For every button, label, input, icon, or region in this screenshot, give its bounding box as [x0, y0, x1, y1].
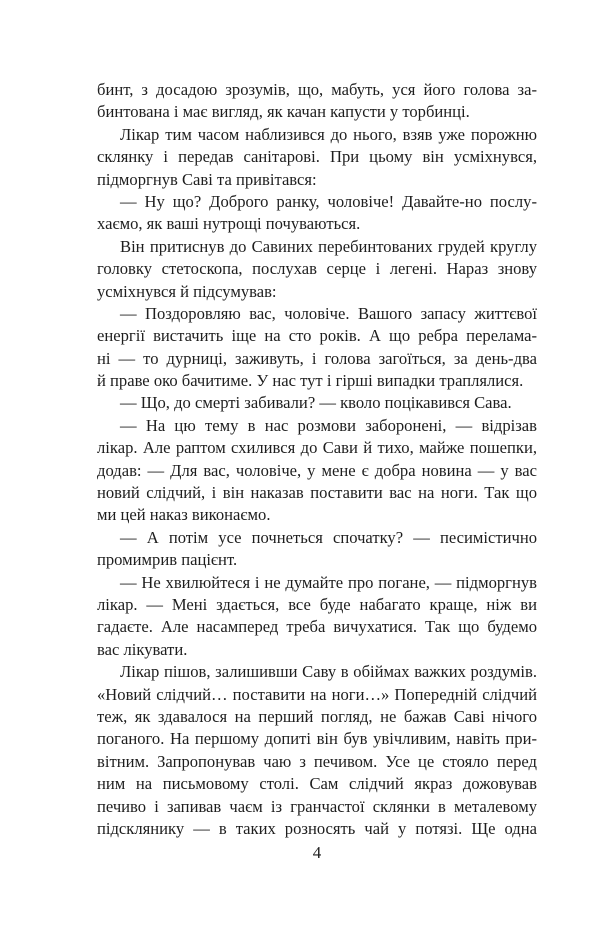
text-line: — На цю тему в нас розмови заборонені, — відрізав: [120, 415, 537, 435]
text-line: бинтована і має вигляд, як качан капусти у торбинці.: [97, 102, 470, 122]
page-body-text: [97, 79, 537, 840]
text-line: Лікар тим часом наблизився до нього, взяв уже порожню: [120, 124, 537, 144]
text-line: підморгнув Саві та привітався:: [97, 169, 317, 189]
text-line: ні — то дурниці, заживуть, і голова загоїться, за день-два: [97, 348, 537, 368]
text-line: додав: — Для вас, чоловіче, у мене є добра новина — у вас: [97, 460, 537, 480]
text-line: лікар. — Мені здається, все буде набагато краще, ніж ви: [97, 594, 537, 614]
text-line: Лікар пішов, залишивши Саву в обіймах важких роздумів.: [120, 662, 537, 682]
text-line: бинт, з досадою зрозумів, що, мабуть, уся його голова за-: [97, 80, 537, 99]
text-line: склянку і передав санітарові. При цьому він усміхнувся,: [97, 147, 537, 167]
page-number: 4: [312, 843, 322, 862]
text-line: гадаєте. Але насамперед треба вичухатися. Так що будемо: [97, 617, 537, 637]
text-line: ним на письмовому столі. Сам слідчий якраз дожовував: [97, 774, 537, 794]
text-line: — Поздоровляю вас, чоловіче. Вашого запасу життєвої: [120, 303, 537, 323]
text-line: — А потім усе почнеться спочатку? — песимістично: [120, 527, 537, 547]
text-line: печиво і запивав чаєм із гранчастої склянки в металевому: [97, 796, 537, 816]
text-line: Він притиснув до Савиних перебинтованих грудей круглу: [120, 236, 537, 256]
text-line: «Новий слідчий… поставити на ноги…» Попередній слідчий: [97, 684, 537, 704]
text-line: головку стетоскопа, послухав серце і легені. Нараз знову: [97, 259, 537, 279]
text-line: енергії вистачить іще на сто років. А що ребра перелама-: [97, 326, 537, 346]
text-line: промимрив пацієнт.: [97, 550, 238, 570]
text-line: — Не хвилюйтеся і не думайте про погане, — підморгнув: [120, 572, 537, 592]
text-line: й праве око бачитиме. У нас тут і гірші випадки траплялися.: [97, 371, 524, 391]
text-line: вас лікувати.: [97, 639, 188, 659]
text-line: новий слідчий, і він наказав поставити вас на ноги. Так що: [97, 483, 537, 503]
text-line: — Що, до смерті забивали? — кволо поцікавився Сава.: [120, 393, 512, 413]
text-line: поганого. На першому допиті він був увічливим, навіть при-: [97, 729, 537, 749]
text-line: вітним. Запропонував чаю з печивом. Усе це стояло перед: [97, 751, 537, 771]
text-line: ми цей наказ виконаємо.: [97, 505, 271, 525]
text-line: лікар. Але раптом схилився до Сави й тихо, майже пошепки,: [97, 438, 537, 458]
text-line: підсклянику — в таких розносять чай у потязі. Ще одна: [97, 818, 537, 838]
text-line: — Ну що? Доброго ранку, чоловіче! Давайте-но послу-: [120, 191, 537, 211]
text-line: теж, як здавалося на перший погляд, не бажав Саві нічого: [97, 706, 537, 726]
text-line: усміхнувся й підсумував:: [97, 281, 277, 301]
text-line: хаємо, як ваші нутрощі почуваються.: [97, 214, 361, 234]
